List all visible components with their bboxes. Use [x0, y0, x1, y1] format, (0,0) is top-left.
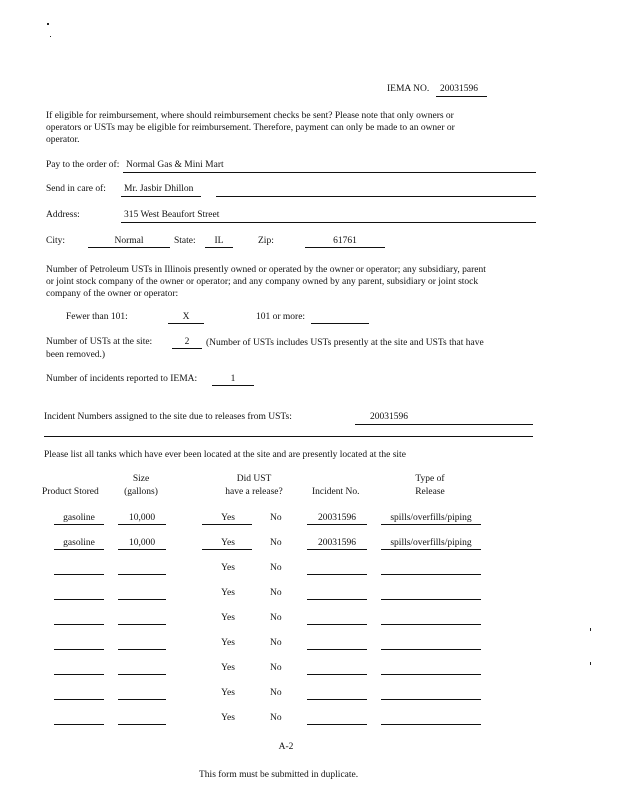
incident-header: Incident No.	[312, 487, 360, 497]
row-no-option: No	[270, 688, 282, 698]
row-incident-line	[307, 599, 367, 600]
row-yes-option: Yes	[221, 538, 235, 548]
row-yes-selected-line	[202, 524, 252, 525]
care-of-value: Mr. Jasbir Dhillon	[124, 184, 194, 194]
row-yes-option: Yes	[221, 663, 235, 673]
scan-speck	[47, 23, 49, 25]
row-yes-option: Yes	[221, 713, 235, 723]
usts-at-site-label: Number of USTs at the site:	[46, 337, 153, 347]
row-incident-line	[307, 649, 367, 650]
row-incident-line	[307, 699, 367, 700]
iema-no-value: 20031596	[440, 84, 478, 94]
row-incident-line	[307, 574, 367, 575]
row-release-type-line	[381, 649, 481, 650]
row-yes-option: Yes	[221, 588, 235, 598]
scan-speck	[590, 628, 591, 631]
scan-speck	[590, 662, 591, 665]
row-incident-line	[307, 549, 367, 550]
row-product-line	[54, 599, 104, 600]
more-than-label: 101 or more:	[256, 312, 306, 322]
address-value: 315 West Beaufort Street	[124, 210, 220, 220]
row-no-option: No	[270, 663, 282, 673]
row-no-option: No	[270, 588, 282, 598]
row-release-type-line	[381, 599, 481, 600]
row-release-type-line	[381, 674, 481, 675]
iema-no-label: IEMA NO.	[387, 84, 430, 94]
row-yes-option: Yes	[221, 613, 235, 623]
release-header-line2: have a release?	[225, 487, 283, 497]
row-release-type-line	[381, 524, 481, 525]
row-product-line	[54, 674, 104, 675]
care-of-label: Send in care of:	[46, 184, 106, 194]
care-of-line	[121, 196, 201, 197]
row-release-type: spills/overfills/piping	[390, 513, 472, 523]
row-no-option: No	[270, 563, 282, 573]
incidents-reported-label: Number of incidents reported to IEMA:	[46, 374, 198, 384]
tanks-prompt: Please list all tanks which have ever been located at the site and are presently located at the site	[44, 450, 406, 460]
row-incident-line	[307, 724, 367, 725]
row-yes-option: Yes	[221, 513, 235, 523]
row-no-option: No	[270, 713, 282, 723]
pay-to-line	[123, 172, 536, 173]
row-product-line	[54, 699, 104, 700]
row-size-line	[118, 649, 166, 650]
incident-numbers-line	[355, 424, 533, 425]
more-than-line	[311, 323, 369, 324]
row-yes-option: Yes	[221, 688, 235, 698]
pay-to-label: Pay to the order of:	[46, 160, 120, 170]
row-no-option: No	[270, 613, 282, 623]
row-incident: 20031596	[318, 513, 356, 523]
state-line	[205, 247, 233, 248]
row-incident-line	[307, 624, 367, 625]
row-product-line	[54, 574, 104, 575]
release-header-line1: Did UST	[236, 474, 272, 484]
row-yes-selected-line	[202, 549, 252, 550]
row-incident: 20031596	[318, 538, 356, 548]
row-no-option: No	[270, 638, 282, 648]
row-yes-option: Yes	[221, 638, 235, 648]
row-size-line	[118, 599, 166, 600]
row-product-line	[54, 624, 104, 625]
row-release-type: spills/overfills/piping	[390, 538, 472, 548]
row-product-line	[54, 524, 104, 525]
row-release-type-line	[381, 699, 481, 700]
duplicate-note: This form must be submitted in duplicate.	[199, 770, 359, 780]
city-value: Normal	[114, 236, 144, 246]
row-release-type-line	[381, 574, 481, 575]
pay-to-value: Normal Gas & Mini Mart	[126, 160, 224, 170]
type-header-line2: Release	[415, 487, 445, 497]
address-label: Address:	[46, 210, 80, 220]
state-label: State:	[174, 236, 196, 246]
incident-numbers-extra-line	[44, 436, 533, 437]
fewer-than-value: X	[182, 312, 190, 322]
row-size-line	[118, 524, 166, 525]
row-product-line	[54, 649, 104, 650]
incidents-reported-line	[212, 385, 254, 386]
zip-value: 61761	[333, 236, 357, 246]
zip-label: Zip:	[258, 236, 274, 246]
city-line	[88, 247, 170, 248]
row-size-line	[118, 724, 166, 725]
row-no-option: No	[270, 538, 282, 548]
row-product-line	[54, 549, 104, 550]
city-label: City:	[46, 236, 66, 246]
row-incident-line	[307, 524, 367, 525]
usts-at-site-value: 2	[184, 337, 190, 347]
incident-numbers-value: 20031596	[370, 412, 408, 422]
row-product: gasoline	[63, 513, 95, 523]
incidents-reported-value: 1	[230, 374, 236, 384]
address-line	[121, 222, 536, 223]
incident-numbers-label: Incident Numbers assigned to the site due to releases from USTs:	[44, 412, 292, 422]
row-size: 10,000	[128, 538, 156, 548]
care-of-line-extension	[216, 196, 536, 197]
row-product: gasoline	[63, 538, 95, 548]
row-release-type-line	[381, 549, 481, 550]
row-no-option: No	[270, 513, 282, 523]
iema-no-underline	[436, 96, 487, 97]
intro-paragraph: If eligible for reimbursement, where should reimbursement checks be sent? Please note that only owners or operators or USTs may be eligible for reimbursement. Therefore, payment can only be made to an owner or operator.	[46, 111, 455, 145]
row-size-line	[118, 624, 166, 625]
row-release-type-line	[381, 624, 481, 625]
row-size-line	[118, 549, 166, 550]
row-product-line	[54, 724, 104, 725]
row-size: 10,000	[128, 513, 156, 523]
row-incident-line	[307, 674, 367, 675]
fewer-than-line	[168, 323, 204, 324]
size-header-line1: Size	[132, 474, 150, 484]
page-number: A-2	[278, 742, 294, 752]
type-header-line1: Type of	[415, 474, 445, 484]
row-size-line	[118, 699, 166, 700]
size-header-line2: (gallons)	[124, 487, 158, 497]
zip-line	[305, 247, 385, 248]
row-yes-option: Yes	[221, 563, 235, 573]
state-value: IL	[214, 236, 224, 246]
row-release-type-line	[381, 724, 481, 725]
row-size-line	[118, 674, 166, 675]
fewer-than-label: Fewer than 101:	[66, 312, 128, 322]
scan-speck	[50, 36, 51, 37]
product-header: Product Stored	[42, 487, 99, 497]
ust-count-question: Number of Petroleum USTs in Illinois presently owned or operated by the owner or operator; any subsidiary, parent or joint stock company of the owner or operator; and any company owned by any parent, subsidiary or joint stock company of the owner or operator:	[46, 265, 486, 299]
usts-at-site-note: (Number of USTs includes USTs presently at the site and USTs that have been removed.)	[46, 338, 484, 360]
row-size-line	[118, 574, 166, 575]
